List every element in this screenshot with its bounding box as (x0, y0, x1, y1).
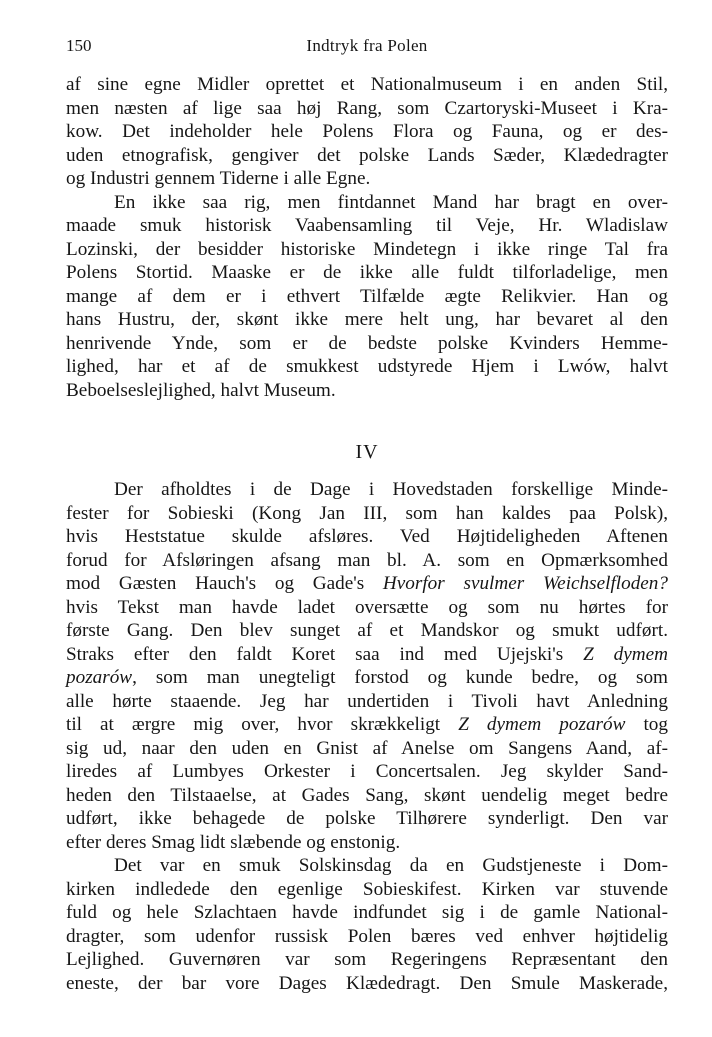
text-line: En ikke saa rig, men fintdannet Mand har bragt en over- (114, 191, 668, 213)
text-line: af sine egne Midler oprettet et Nationalmuseum i en anden Stil, (66, 74, 668, 95)
text-line: kirken indledede den egenlige Sobieskifest. Kirken var stuvende (66, 878, 668, 900)
text-run: mod Gæsten Hauch's og Gade's (66, 573, 383, 594)
text-line: fuld og hele Szlachtaen havde indfundet sig i de gamle National- (66, 902, 668, 923)
text-line: lighed, har et af de smukkest udstyrede Hjem i Lwów, halvt (66, 356, 668, 377)
text-line: eneste, der bar vore Dages Klædedragt. Den Smule Maskerade, (66, 972, 668, 994)
text-line (66, 713, 668, 737)
text-run: Straks efter den faldt Koret saa ind med Ujejski's (66, 643, 584, 665)
text-line: første Gang. Den blev sunget af et Mandskor og smukt udført. (66, 620, 668, 641)
text-line (66, 666, 668, 690)
text-line: liredes af Lumbyes Orkester i Concertsalen. Jeg skylder Sand- (66, 761, 668, 782)
text-line: hans Hustru, der, skønt ikke mere helt ung, har bevaret al den (66, 309, 668, 330)
text-line: Der afholdtes i de Dage i Hovedstaden forskellige Minde- (114, 479, 668, 500)
text-line: maade smuk historisk Vaabensamling til Veje, Hr. Wladislaw (66, 215, 668, 236)
paragraph-block-2 (66, 478, 668, 995)
italic-title: Z dymem pozarów (458, 714, 626, 735)
text-line: sig ud, naar den uden en Gnist af Anelse om Sangens Aand, af- (66, 737, 668, 759)
text-line: alle hørte staaende. Jeg har undertiden i Tivoli havt Anledning (66, 690, 668, 712)
text-run: til at ærgre mig over, hvor skrækkeligt (66, 714, 459, 735)
text-run: , som man unegteligt forstod og kunde bedre, og som (132, 667, 668, 688)
text-line (66, 572, 668, 596)
text-line: dragter, som udenfor russisk Polen bæres ved enhver højtidelig (66, 925, 668, 947)
text-line: efter deres Smag lidt slæbende og enstonig. (66, 831, 401, 853)
text-line: henrivende Ynde, som er de bedste polske Kvinders Hemme- (66, 332, 668, 354)
text-line: heden den Tilstaaelse, at Gades Sang, skønt uendelig meget bedre (66, 784, 668, 806)
text-line: fester for Sobieski (Kong Jan III, som han kaldes paa Polsk), (66, 502, 668, 524)
page-number: 150 (66, 36, 92, 55)
text-line: mange af dem er i ethvert Tilfælde ægte Relikvier. Han og (66, 285, 668, 307)
text-line: kow. Det indeholder hele Polens Flora og Fauna, og er des- (66, 121, 668, 142)
paragraph-block-1 (66, 73, 668, 402)
text-run: tog (625, 714, 668, 735)
text-line (66, 643, 668, 667)
text-line: men næsten af lige saa høj Rang, som Czartoryski-Museet i Kra- (66, 97, 668, 119)
section-heading: IV (355, 441, 379, 463)
text-line: uden etnografisk, gengiver det polske Lands Sæder, Klædedragter (66, 144, 668, 166)
text-line: Lejlighed. Guvernøren var som Regeringens Repræsentant den (66, 949, 668, 970)
text-line: hvis Heststatue skulde afsløres. Ved Højtideligheden Aftenen (66, 526, 668, 547)
text-line: hvis Tekst man havde ladet oversætte og som nu hørtes for (66, 596, 668, 618)
text-line: Polens Stortid. Maaske er de ikke alle fuldt tilforladelige, men (66, 262, 668, 283)
text-line: og Industri gennem Tiderne i alle Egne. (66, 168, 371, 189)
text-line: Beboelseslejlighed, halvt Museum. (66, 379, 336, 401)
text-line: Lozinski, der besidder historiske Mindetegn i ikke ringe Tal fra (66, 238, 668, 260)
text-line: Det var en smuk Solskinsdag da en Gudstjeneste i Dom- (114, 855, 668, 876)
italic-title: pozarów (66, 667, 133, 688)
italic-title: Hvorfor svulmer Weichselfloden? (382, 573, 668, 594)
text-line: udført, ikke behagede de polske Tilhørere synderligt. Den var (66, 808, 668, 829)
italic-title: Z dymem (583, 643, 668, 665)
page-header (66, 34, 668, 58)
text-line: forud for Afsløringen afsang man bl. A. som en Opmærksomhed (66, 549, 668, 571)
running-title: Indtryk fra Polen (306, 36, 428, 55)
